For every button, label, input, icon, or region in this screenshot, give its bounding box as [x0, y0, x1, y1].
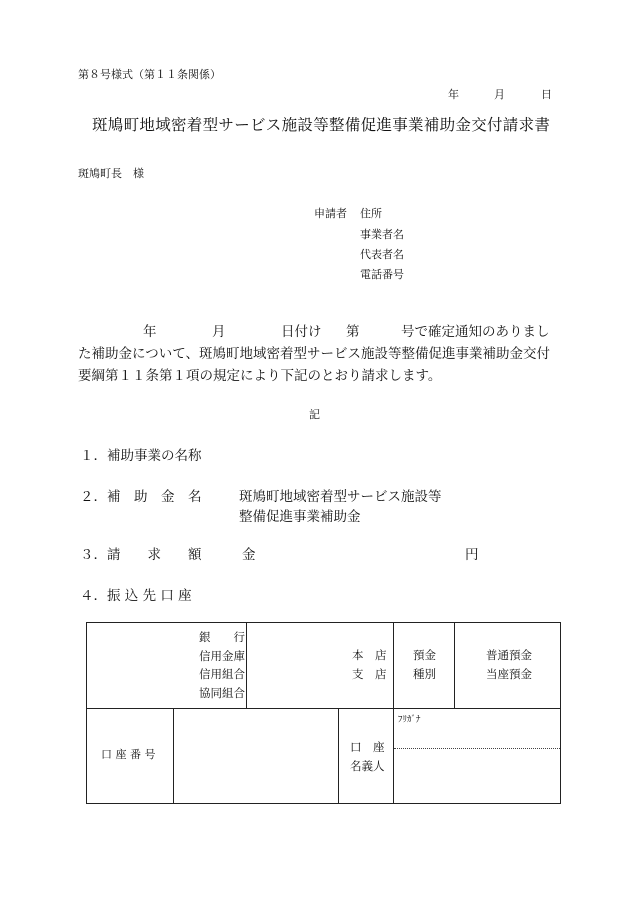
- account-holder-label-cell: [339, 709, 394, 804]
- date-year: 年: [448, 88, 459, 101]
- holder-label-2: 名義人: [350, 758, 385, 773]
- item-2-value-line1: 斑鳩町地域密着型サービス施設等: [239, 489, 442, 505]
- account-number-label: 口 座 番 号: [101, 748, 156, 761]
- bank-type-shinkumi: 信用組合: [199, 667, 245, 681]
- bank-type-kyodo: 協同組合: [199, 685, 245, 700]
- item-2-value-line2: 整備促進事業補助金: [239, 509, 361, 525]
- branch-cell: [247, 623, 394, 709]
- deposit-label-1: 預金: [413, 648, 436, 662]
- branch-type-sub: 支 店: [352, 666, 387, 681]
- addressee: 斑鳩町長 様: [78, 167, 144, 180]
- deposit-type-current: 当座預金: [486, 666, 532, 681]
- item-1-label: １．補助事業の名称: [80, 448, 202, 464]
- bank-type-cell: [87, 623, 247, 709]
- body-dated: 日付け: [281, 324, 322, 340]
- item-3-unit: 円: [465, 547, 479, 563]
- date-day: 日: [541, 88, 552, 101]
- account-number-label-cell: [87, 709, 174, 804]
- body-line3: 要綱第１１条第１項の規定により下記のとおり請求します。: [78, 368, 442, 384]
- branch-type-main: 本 店: [352, 648, 387, 662]
- furigana-label: ﾌﾘｶﾞﾅ: [398, 715, 421, 725]
- body-line1-rest: 号で確定通知のありまし: [401, 324, 550, 340]
- account-holder-field[interactable]: [394, 709, 561, 804]
- applicant-phone-label: 電話番号: [360, 268, 404, 281]
- item-2-label: ２．補 助 金 名: [80, 489, 202, 505]
- holder-label-1: 口 座: [350, 740, 385, 754]
- deposit-type-ordinary: 普通預金: [486, 648, 532, 662]
- item-4-label: ４．振 込 先 口 座: [80, 588, 192, 604]
- applicant-label: 申請者: [314, 207, 347, 220]
- deposit-type-cell: [455, 623, 561, 709]
- furigana-divider: [394, 748, 560, 749]
- applicant-address-label: 住所: [360, 207, 382, 220]
- body-line2: た補助金について、斑鳩町地域密着型サービス施設等整備促進事業補助金交付: [78, 346, 550, 362]
- body-year: 年: [143, 324, 157, 340]
- account-table: [86, 622, 561, 804]
- page-title: 斑鳩町地域密着型サービス施設等整備促進事業補助金交付請求書: [92, 116, 551, 134]
- applicant-business-label: 事業者名: [360, 228, 404, 241]
- deposit-label-2: 種別: [413, 666, 436, 681]
- item-3-label: ３．請 求 額 金: [80, 547, 256, 563]
- bank-type-bank: 銀 行: [199, 630, 245, 644]
- bank-type-shinkin: 信用金庫: [199, 648, 245, 663]
- date-month: 月: [494, 88, 505, 101]
- ki-heading: 記: [309, 408, 320, 421]
- account-number-field[interactable]: [174, 709, 339, 804]
- body-no: 第: [346, 324, 360, 340]
- deposit-type-label-cell: [394, 623, 455, 709]
- applicant-representative-label: 代表者名: [360, 248, 404, 261]
- body-month: 月: [212, 324, 226, 340]
- form-number: 第８号様式（第１１条関係）: [78, 68, 221, 81]
